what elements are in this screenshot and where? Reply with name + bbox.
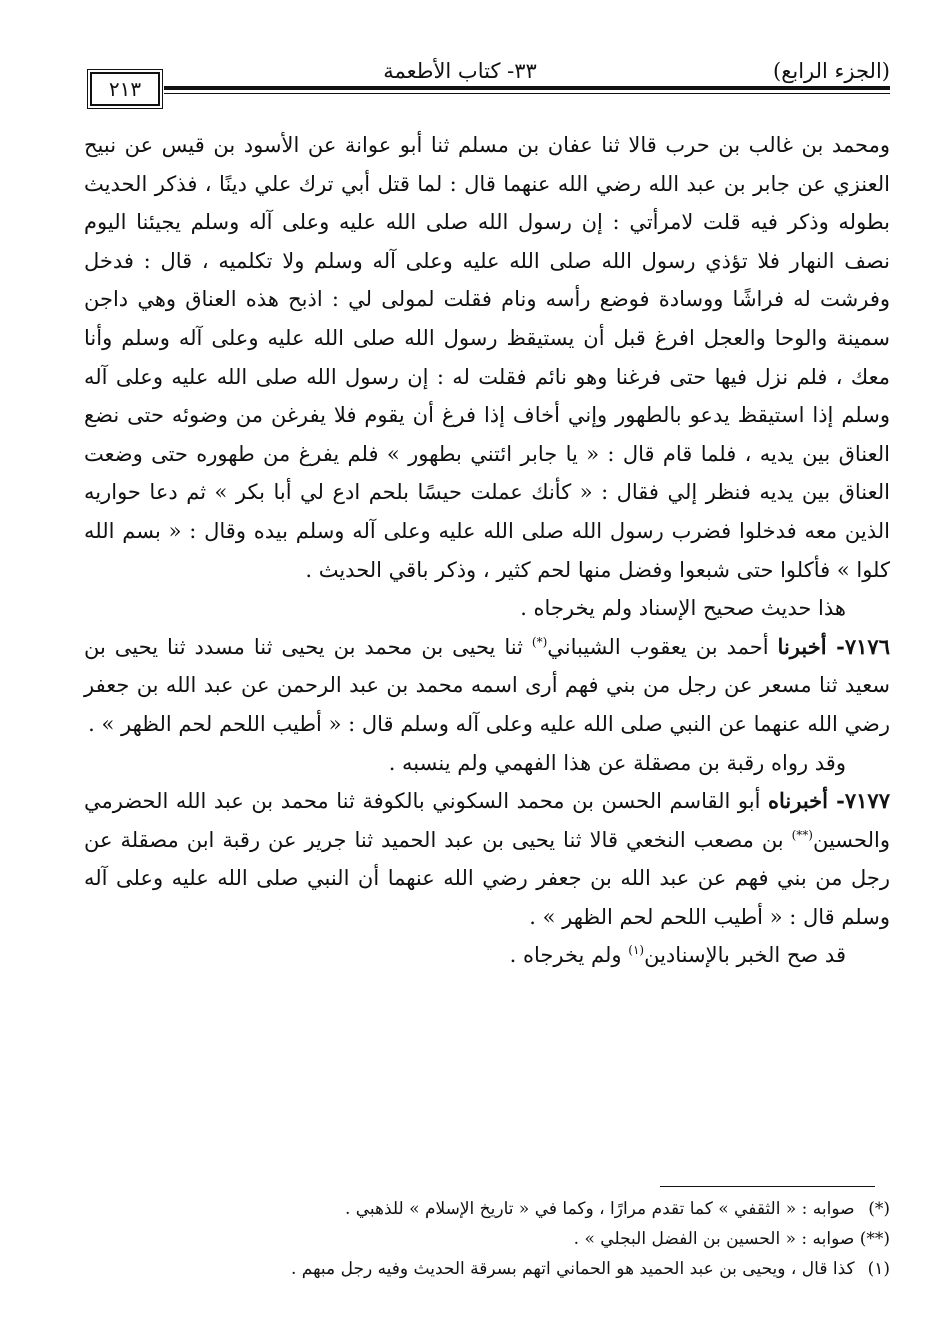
hadith-text: أحمد بن يعقوب الشيباني — [547, 634, 769, 659]
hadith-text: بن مصعب النخعي قالا ثنا يحيى بن عبد الحميد ثنا جرير عن رقبة ابن مصقلة عن رجل من بني فهم عن عبد الله بن جعفر رضي الله عنهما أن النبي صلى الله عليه وعلى آله وسلم قال : « أطيب اللحم لحم الظهر » . — [84, 827, 890, 929]
hadith-7177 — [84, 782, 890, 936]
footnote-text: كذا قال ، ويحيى بن عبد الحميد هو الحماني اتهم بسرقة الحديث وفيه رجل مبهم . — [290, 1259, 855, 1279]
footnote-mark: (١) — [867, 1259, 890, 1279]
footnote-reference[interactable]: (**) — [791, 827, 813, 842]
running-title: ٣٣- كتاب الأطعمة — [383, 59, 537, 83]
footnote-mark: (*) — [868, 1199, 890, 1219]
footnote-mark: (**) — [859, 1229, 890, 1249]
hadith-number: ٧١٧٧- أخبرناه — [767, 788, 890, 814]
hadith-text: أبو القاسم الحسن بن محمد السكوني بالكوفة ثنا محمد بن عبد الله الحضرمي والحسين — [84, 789, 890, 852]
paragraph: ومحمد بن غالب بن حرب قالا ثنا عفان بن مسلم ثنا أبو عوانة عن الأسود بن قيس عن نبيح العنزي عن جابر بن عبد الله رضي الله عنهما قال : لما قتل أبي ترك علي دينًا ، فذكر الحديث بطوله وذكر فيه قلت لامرأتي : إن رسول الله صلى الله عليه وعلى آله وسلم يجيئنا اليوم نصف النهار فلا تؤذي رسول الله صلى الله عليه وعلى آله وسلم ولا تكلميه ، قال : فدخل وفرشت له فراشًا ووسادة فوضع رأسه ونام فقلت لمولى لي : اذبح هذه العناق وهي داجن سمينة والوحا والعجل افرغ قبل أن يستيقظ رسول الله صلى الله عليه وعلى آله وسلم وأنا معك ، فلم نزل فيها حتى فرغنا وهو نائم فقلت له : إن رسول الله صلى الله عليه وعلى آله وسلم إذا استيقظ يدعو بالطهور وإني أخاف إذا فرغ أن يقوم فلا يفرغن من وضوئه حتى نضع العناق بين يديه ، فلما قام قال : « يا جابر ائتني بطهور » فلم يفرغ من طهوره حتى وضعت العناق بين يديه فنظر إلي فقال : « كأنك عملت حيسًا بلحم ادع لي أبا بكر » ثم دعا حواريه الذين معه فدخلوا فضرب رسول الله صلى الله عليه وعلى آله وسلم بيده وقال : « بسم الله كلوا » فأكلوا حتى شبعوا وفضل منها لحم كثير ، وذكر باقي الحديث . — [84, 133, 890, 582]
comment-text: ولم يخرجاه . — [509, 943, 622, 968]
footnote-reference[interactable]: (*) — [531, 634, 548, 649]
comment-paragraph: وقد رواه رقبة بن مصقلة عن هذا الفهمي ولم ينسبه . — [388, 750, 846, 775]
footnote — [120, 1194, 890, 1224]
page-number: ٢١٣ — [90, 72, 160, 106]
footnote-text: صوابه : « الثقفي » كما تقدم مرارًا ، وكما في « تاريخ الإسلام » للذهبي . — [344, 1199, 855, 1219]
hadith-number: ٧١٧٦- أخبرنا — [777, 633, 890, 659]
header-rule-thin — [164, 93, 890, 94]
header-rule — [164, 86, 890, 90]
comment-paragraph — [84, 936, 890, 975]
footnote-separator — [660, 1186, 875, 1187]
footnotes — [120, 1194, 890, 1284]
comment-text: قد صح الخبر بالإسنادين — [644, 943, 846, 968]
footnote — [120, 1254, 890, 1284]
comment-paragraph: هذا حديث صحيح الإسناد ولم يخرجاه . — [520, 596, 846, 621]
volume-label: (الجزء الرابع) — [773, 59, 890, 83]
hadith-7176 — [84, 628, 890, 744]
footnote-text: صوابه : « الحسين بن الفضل البجلي » . — [573, 1229, 855, 1249]
footnote — [120, 1224, 890, 1254]
hadith-text: ثنا يحيى بن محمد بن يحيى ثنا مسدد ثنا يحيى بن سعيد ثنا مسعر عن رجل من بني فهم أرى اسمه محمد بن عبد الرحمن عن عبد الله بن جعفر رضي الله عنهما عن النبي صلى الله عليه وعلى آله وسلم قال : « أطيب اللحم لحم الظهر » . — [84, 634, 890, 736]
main-text — [84, 126, 890, 975]
footnote-reference[interactable]: (١) — [628, 943, 645, 958]
page-header — [90, 50, 890, 106]
